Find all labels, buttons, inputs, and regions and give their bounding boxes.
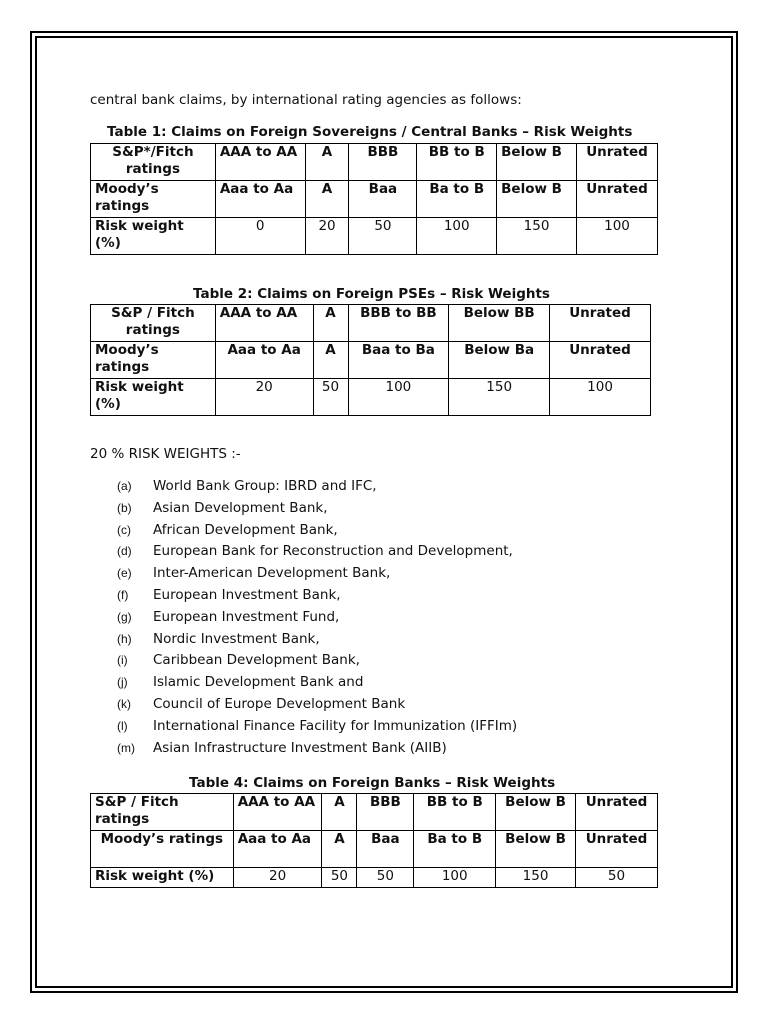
table1-cell: Ba to B xyxy=(417,181,497,218)
table1-cell: AAA to AA xyxy=(215,144,305,181)
list-item xyxy=(117,565,517,587)
list-marker: (j) xyxy=(117,675,128,690)
table1-cell: Below B xyxy=(497,181,577,218)
list-text: Asian Development Bank, xyxy=(153,499,328,516)
table2-cell: A xyxy=(313,305,348,342)
table1-cell: Aaa to Aa xyxy=(215,181,305,218)
table1-cell: Unrated xyxy=(577,144,658,181)
list-text: Nordic Investment Bank, xyxy=(153,630,320,647)
list-text: Inter-American Development Bank, xyxy=(153,565,391,582)
table4-row-sp xyxy=(91,794,658,831)
table1-cell: 100 xyxy=(417,218,497,255)
list-marker: (c) xyxy=(117,522,131,537)
table2-cell: BBB to BB xyxy=(348,305,449,342)
list-item xyxy=(117,609,517,631)
table4-row-risk xyxy=(91,868,658,888)
table2-cell: Baa to Ba xyxy=(348,342,449,379)
table4 xyxy=(90,793,658,888)
table1-cell: BB to B xyxy=(417,144,497,181)
list-marker: (h) xyxy=(117,631,132,646)
list-item xyxy=(117,587,517,609)
table1-cell: BBB xyxy=(349,144,417,181)
list-text: European Investment Bank, xyxy=(153,586,341,603)
table2-cell: Aaa to Aa xyxy=(215,342,313,379)
list-marker: (a) xyxy=(117,479,132,493)
table4-cell: Below B xyxy=(496,794,576,831)
list-marker: (l) xyxy=(117,718,128,733)
list-text: European Bank for Reconstruction and Development, xyxy=(153,543,513,560)
table2-row-sp xyxy=(91,305,651,342)
list-item xyxy=(117,543,517,565)
table2-moodys-label: Moody’s ratings xyxy=(91,342,216,379)
list-text: World Bank Group: IBRD and IFC, xyxy=(153,478,377,494)
list-text: European Investment Fund, xyxy=(153,608,340,625)
institution-list xyxy=(117,478,517,761)
list-item xyxy=(117,718,517,740)
table1-sp-label: S&P*/Fitch ratings xyxy=(91,144,216,181)
table2-cell: 20 xyxy=(215,379,313,416)
table1-cell: 0 xyxy=(215,218,305,255)
list-marker: (d) xyxy=(117,544,132,559)
list-item xyxy=(117,500,517,522)
table4-cell: Unrated xyxy=(576,831,658,868)
intro-text: central bank claims, by international rating agencies as follows: xyxy=(90,92,522,108)
list-marker: (m) xyxy=(117,740,135,755)
table1-cell: A xyxy=(305,144,349,181)
list-marker: (f) xyxy=(117,587,129,602)
list-item xyxy=(117,740,517,762)
list-marker: (g) xyxy=(117,609,132,624)
table4-cell: Ba to B xyxy=(414,831,496,868)
table4-cell: Below B xyxy=(496,831,576,868)
table1 xyxy=(90,143,658,255)
table2-row-risk xyxy=(91,379,651,416)
table4-cell: Baa xyxy=(357,831,414,868)
list-item xyxy=(117,696,517,718)
table4-cell: A xyxy=(322,831,357,868)
table2-cell: Unrated xyxy=(550,342,651,379)
table4-cell: 20 xyxy=(233,868,322,888)
table2-risk-label: Risk weight (%) xyxy=(91,379,216,416)
list-text: Islamic Development Bank and xyxy=(153,674,364,691)
table2-cell: 50 xyxy=(313,379,348,416)
table2-cell: 150 xyxy=(449,379,550,416)
table4-caption: Table 4: Claims on Foreign Banks – Risk Weights xyxy=(189,775,556,791)
table4-cell: 50 xyxy=(357,868,414,888)
table1-row-sp xyxy=(91,144,658,181)
table2-cell: Below Ba xyxy=(449,342,550,379)
table2 xyxy=(90,304,651,416)
list-text: African Development Bank, xyxy=(153,521,338,538)
table4-cell: A xyxy=(322,794,357,831)
table2-cell: 100 xyxy=(550,379,651,416)
table1-row-risk xyxy=(91,218,658,255)
table1-risk-label: Risk weight (%) xyxy=(91,218,216,255)
table4-cell: 50 xyxy=(322,868,357,888)
table4-row-moodys xyxy=(91,831,658,868)
table2-row-moodys xyxy=(91,342,651,379)
table2-sp-label: S&P / Fitch ratings xyxy=(91,305,216,342)
table2-caption: Table 2: Claims on Foreign PSEs – Risk Weights xyxy=(193,286,550,302)
list-item xyxy=(117,522,517,544)
table2-cell: AAA to AA xyxy=(215,305,313,342)
section-heading: 20 % RISK WEIGHTS :- xyxy=(90,446,241,462)
table4-cell: Aaa to Aa xyxy=(233,831,322,868)
list-item xyxy=(117,631,517,653)
table4-sp-label: S&P / Fitch ratings xyxy=(91,794,234,831)
table1-cell: 100 xyxy=(577,218,658,255)
table2-cell: Unrated xyxy=(550,305,651,342)
table1-moodys-label: Moody’s ratings xyxy=(91,181,216,218)
list-item xyxy=(117,674,517,696)
list-text: Council of Europe Development Bank xyxy=(153,695,406,712)
list-text: Asian Infrastructure Investment Bank (AIIB) xyxy=(153,739,447,756)
list-item xyxy=(117,652,517,674)
list-text: International Finance Facility for Immunization (IFFIm) xyxy=(153,717,518,734)
list-marker: (i) xyxy=(117,653,128,668)
list-marker: (b) xyxy=(117,500,132,515)
table1-cell: Below B xyxy=(497,144,577,181)
table1-cell: 50 xyxy=(349,218,417,255)
table1-cell: A xyxy=(305,181,349,218)
table1-cell: Unrated xyxy=(577,181,658,218)
list-item xyxy=(117,478,517,500)
table4-cell: AAA to AA xyxy=(233,794,322,831)
table1-cell: Baa xyxy=(349,181,417,218)
table4-cell: BB to B xyxy=(414,794,496,831)
table1-cell: 150 xyxy=(497,218,577,255)
table4-cell: Unrated xyxy=(576,794,658,831)
table4-risk-label: Risk weight (%) xyxy=(91,868,234,888)
list-marker: (e) xyxy=(117,566,132,581)
table4-moodys-label: Moody’s ratings xyxy=(91,831,234,868)
table2-cell: 100 xyxy=(348,379,449,416)
table2-cell: Below BB xyxy=(449,305,550,342)
table1-cell: 20 xyxy=(305,218,349,255)
table4-cell: 100 xyxy=(414,868,496,888)
list-marker: (k) xyxy=(117,696,131,711)
table1-caption: Table 1: Claims on Foreign Sovereigns / Central Banks – Risk Weights xyxy=(107,124,633,140)
table2-cell: A xyxy=(313,342,348,379)
table4-cell: 150 xyxy=(496,868,576,888)
table1-row-moodys xyxy=(91,181,658,218)
list-text: Caribbean Development Bank, xyxy=(153,652,360,669)
table4-cell: 50 xyxy=(576,868,658,888)
table4-cell: BBB xyxy=(357,794,414,831)
